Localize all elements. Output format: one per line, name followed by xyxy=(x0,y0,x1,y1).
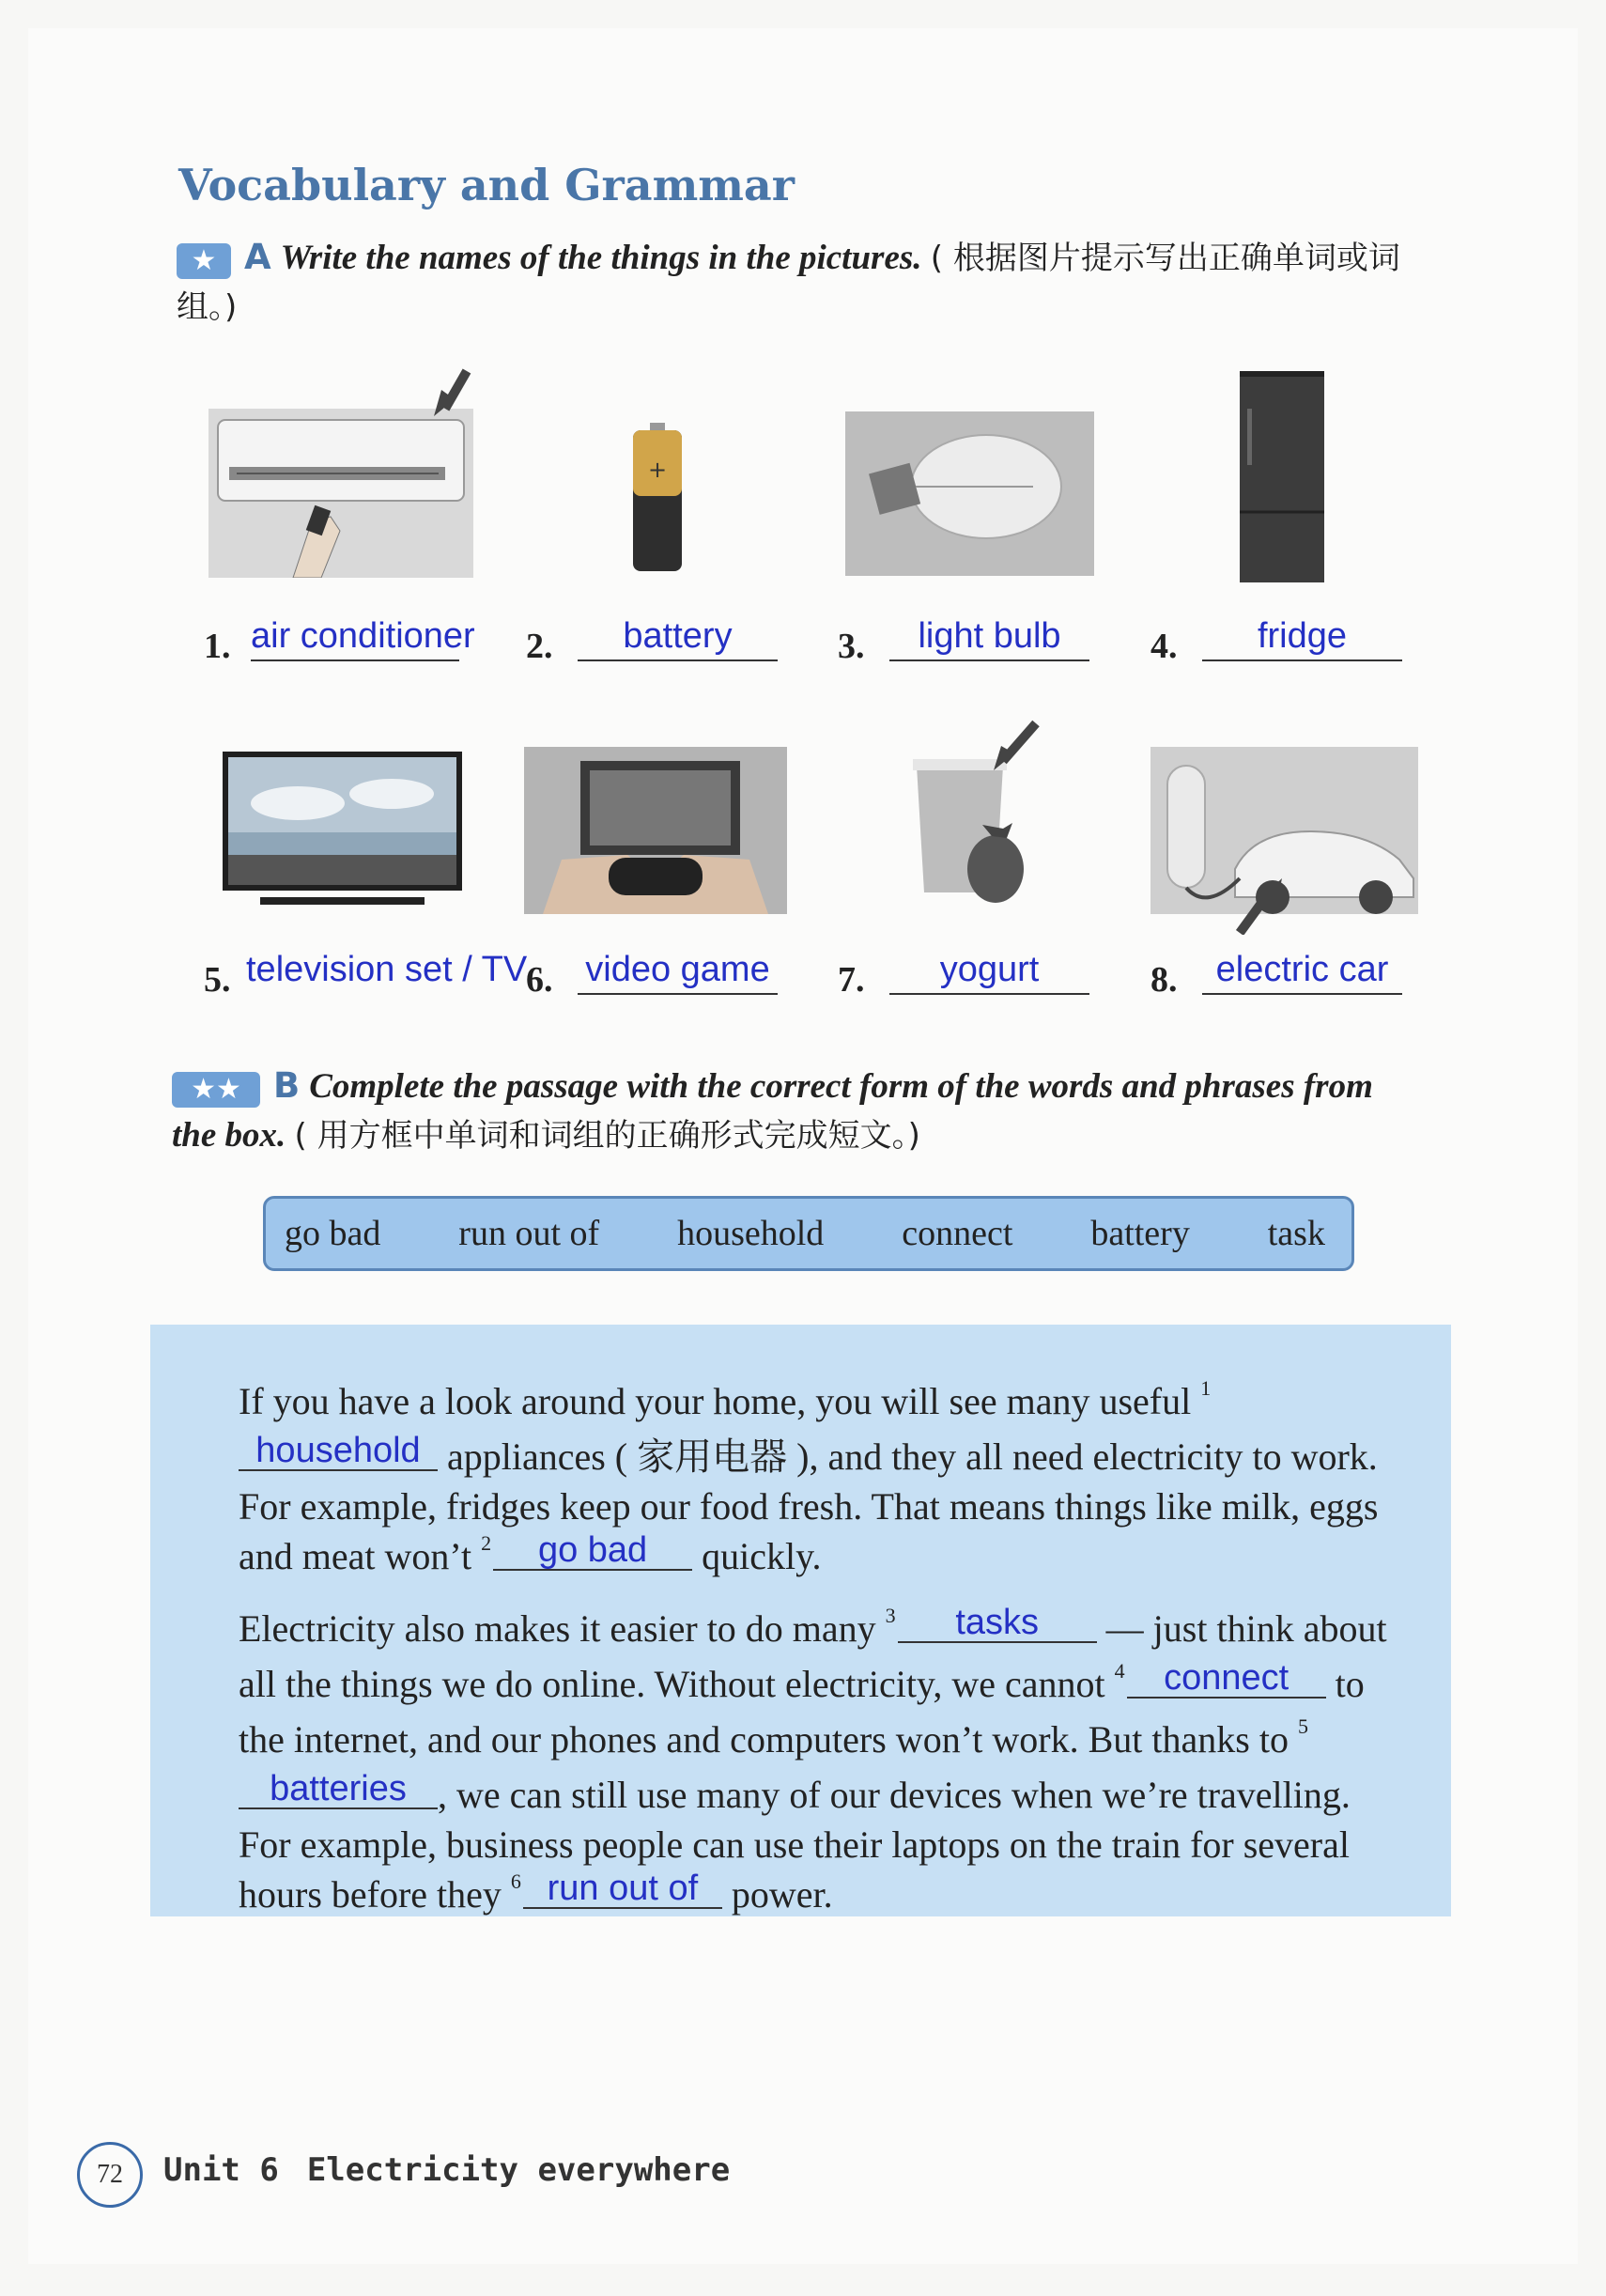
answer-item-1 xyxy=(204,611,475,667)
answer-blank-3[interactable]: light bulb xyxy=(889,613,1089,661)
passage-blank-3[interactable]: tasks xyxy=(898,1604,1097,1643)
section-title: Vocabulary and Grammar xyxy=(178,160,795,210)
blank-number: 2 xyxy=(481,1531,492,1555)
answer-blank-6[interactable]: video game xyxy=(578,946,778,995)
passage-blank-5[interactable]: batteries xyxy=(239,1770,438,1809)
unit-number: Unit 6 xyxy=(163,2151,279,2189)
part-a-instruction-cn: ( 根据图片提示写出正确单词或词组。) xyxy=(177,240,1400,326)
passage-paragraph-1 xyxy=(239,1376,1403,1587)
passage-text: appliances ( 家用电器 ), and they all need electricity to work. For example, fridges keep our food fresh. That means things like milk, eggs and meat won’t xyxy=(239,1435,1379,1577)
passage-text: to the internet, and our phones and computers won’t work. But thanks to xyxy=(239,1663,1365,1761)
television-picture xyxy=(223,752,462,913)
video-game-picture xyxy=(524,747,787,914)
unit-label xyxy=(163,2151,730,2189)
box-word: battery xyxy=(1090,1214,1190,1253)
item-number: 6. xyxy=(526,960,553,1000)
passage-text: quickly. xyxy=(702,1535,822,1577)
box-word: run out of xyxy=(458,1214,600,1253)
item-number: 1. xyxy=(204,627,231,666)
page-number: 72 xyxy=(77,2142,143,2208)
answer-blank-5[interactable]: television set / TV xyxy=(246,950,528,989)
air-conditioner-picture xyxy=(208,362,473,578)
box-word: task xyxy=(1267,1214,1325,1253)
answer-item-4 xyxy=(1150,611,1404,667)
two-star-badge: ★★ xyxy=(172,1072,260,1108)
item-number: 3. xyxy=(838,627,865,666)
passage-text: If you have a look around your home, you will see many useful xyxy=(239,1380,1192,1422)
item-number: 8. xyxy=(1150,960,1178,1000)
answer-blank-8[interactable]: electric car xyxy=(1202,946,1402,995)
part-b-instruction xyxy=(172,1062,1421,1160)
item-number: 2. xyxy=(526,627,553,666)
part-a-letter: A xyxy=(244,237,271,277)
part-b-letter: B xyxy=(273,1065,301,1106)
word-box xyxy=(263,1196,1354,1271)
passage-paragraph-2 xyxy=(239,1604,1403,1925)
blank-number: 5 xyxy=(1297,1714,1308,1738)
unit-title: Electricity everywhere xyxy=(306,2151,731,2189)
box-word: go bad xyxy=(285,1214,381,1253)
part-b-instruction-en: Complete the passage with the correct form of the words and phrases from the box. xyxy=(172,1067,1373,1155)
answer-item-7 xyxy=(838,944,1091,1001)
answer-item-2 xyxy=(526,611,780,667)
blank-number: 4 xyxy=(1114,1659,1125,1683)
passage-blank-2[interactable]: go bad xyxy=(493,1531,692,1571)
star-badge: ★ xyxy=(177,243,231,279)
passage-blank-4[interactable]: connect xyxy=(1127,1659,1326,1699)
answer-item-6 xyxy=(526,944,780,1001)
answer-item-5 xyxy=(204,944,528,1001)
electric-car-picture xyxy=(1150,747,1418,935)
answer-blank-7[interactable]: yogurt xyxy=(889,946,1089,995)
blank-number: 6 xyxy=(510,1869,521,1893)
box-word: connect xyxy=(902,1214,1013,1253)
answer-item-8 xyxy=(1150,944,1404,1001)
battery-picture xyxy=(629,423,686,578)
svg-text:+: + xyxy=(647,457,668,483)
fridge-picture xyxy=(1240,371,1324,582)
part-a-instruction-en: Write the names of the things in the pictures. xyxy=(280,239,922,277)
passage-text: Electricity also makes it easier to do many xyxy=(239,1607,876,1650)
item-number: 7. xyxy=(838,960,865,1000)
light-bulb-picture xyxy=(845,411,1094,576)
item-number: 4. xyxy=(1150,627,1178,666)
part-b-instruction-cn: ( 用方框中单词和词组的正确形式完成短文。) xyxy=(294,1117,920,1155)
box-word: household xyxy=(677,1214,825,1253)
part-a-instruction xyxy=(177,233,1435,332)
answer-item-3 xyxy=(838,611,1091,667)
passage-text: power. xyxy=(731,1873,833,1916)
yogurt-picture xyxy=(909,714,1050,911)
answer-blank-1[interactable]: air conditioner xyxy=(251,613,459,661)
answer-blank-2[interactable]: battery xyxy=(578,613,778,661)
passage-blank-6[interactable]: run out of xyxy=(523,1869,722,1909)
blank-number: 1 xyxy=(1200,1376,1212,1400)
answer-blank-4[interactable]: fridge xyxy=(1202,613,1402,661)
passage-blank-1[interactable]: household xyxy=(239,1432,438,1471)
blank-number: 3 xyxy=(885,1604,896,1627)
passage-text: , we can still use many of our devices when we’re travelling. For example, business people can use their laptops on the train for several hours before they xyxy=(239,1774,1351,1916)
item-number: 5. xyxy=(204,960,231,1000)
passage-text: — just think about all the things we do online. Without electricity, we cannot xyxy=(239,1607,1387,1705)
passage xyxy=(239,1376,1403,1942)
